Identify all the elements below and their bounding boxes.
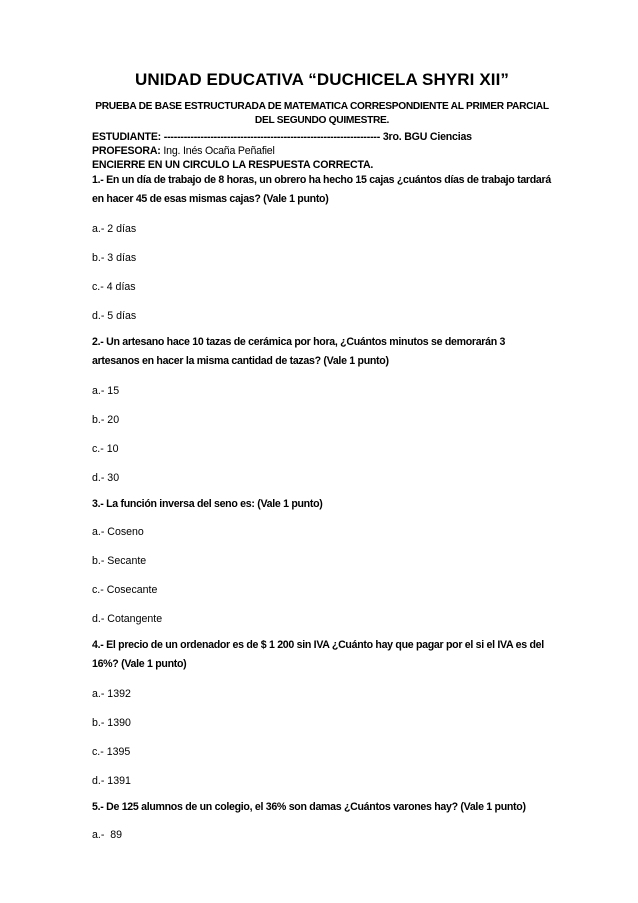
student-name-blank: ----------------------------------------------------------------- — [163, 131, 381, 143]
answer-option[interactable]: c.- 4 días — [92, 281, 136, 293]
question-block — [92, 798, 552, 842]
question-text: 5.- De 125 alumnos de un colegio, el 36% son damas ¿Cuántos varones hay? (Vale 1 punto) — [92, 801, 526, 813]
answer-option[interactable]: d.- 1391 — [92, 775, 131, 787]
answer-option[interactable]: a.- 1392 — [92, 688, 131, 700]
answer-option[interactable]: a.- Coseno — [92, 526, 144, 538]
question-text: 3.- La función inversa del seno es: (Vale 1 punto) — [92, 498, 323, 510]
instruction-line — [92, 158, 552, 172]
answer-option[interactable]: a.- 89 — [92, 829, 123, 841]
answer-option[interactable]: d.- 30 — [92, 472, 120, 484]
answer-option[interactable]: a.- 15 — [92, 385, 120, 397]
page-title: UNIDAD EDUCATIVA “DUCHICELA SHYRI XII” — [134, 70, 510, 89]
answer-option[interactable]: b.- 1390 — [92, 717, 131, 729]
answer-option[interactable]: c.- 1395 — [92, 746, 131, 758]
answer-option[interactable]: a.- 2 días — [92, 223, 137, 235]
question-block — [92, 495, 552, 626]
student-line — [92, 130, 552, 144]
answer-option[interactable]: b.- 3 días — [92, 252, 137, 264]
answer-option[interactable]: b.- 20 — [92, 414, 120, 426]
question-block — [92, 171, 552, 323]
question-text: 4.- El precio de un ordenador es de $ 1 200 sin IVA ¿Cuánto hay que pagar por el si el IVA es del 16%? (Vale 1 punto) — [92, 639, 544, 670]
answer-option[interactable]: b.- Secante — [92, 555, 147, 567]
teacher-line — [92, 144, 552, 158]
question-block — [92, 333, 552, 485]
course-label: 3ro. BGU Ciencias — [382, 131, 472, 143]
question-block — [92, 636, 552, 788]
question-text: 2.- Un artesano hace 10 tazas de cerámica por hora, ¿Cuántos minutos se demorarán 3 artesanos en hacer la misma cantidad de tazas? (Vale 1 punto) — [92, 336, 506, 367]
answer-option[interactable]: d.- 5 días — [92, 310, 137, 322]
answer-option[interactable]: c.- Cosecante — [92, 584, 158, 596]
teacher-label: PROFESORA: — [92, 145, 161, 157]
answer-option[interactable]: c.- 10 — [92, 443, 119, 455]
instruction-text: ENCIERRE EN UN CIRCULO LA RESPUESTA CORRECTA. — [92, 159, 374, 171]
question-text: 1.- En un día de trabajo de 8 horas, un obrero ha hecho 15 cajas ¿cuántos días de trabajo tardará en hacer 45 de esas mismas cajas? (Vale 1 punto) — [92, 174, 551, 205]
teacher-name: Ing. Inés Ocaña Peñafiel — [163, 145, 275, 157]
exam-page — [92, 70, 552, 842]
answer-option[interactable]: d.- Cotangente — [92, 613, 163, 625]
student-label: ESTUDIANTE: — [92, 131, 162, 143]
exam-subtitle: PRUEBA DE BASE ESTRUCTURADA DE MATEMATICA CORRESPONDIENTE AL PRIMER PARCIAL DEL SEGUNDO QUIMESTRE. — [95, 101, 549, 126]
